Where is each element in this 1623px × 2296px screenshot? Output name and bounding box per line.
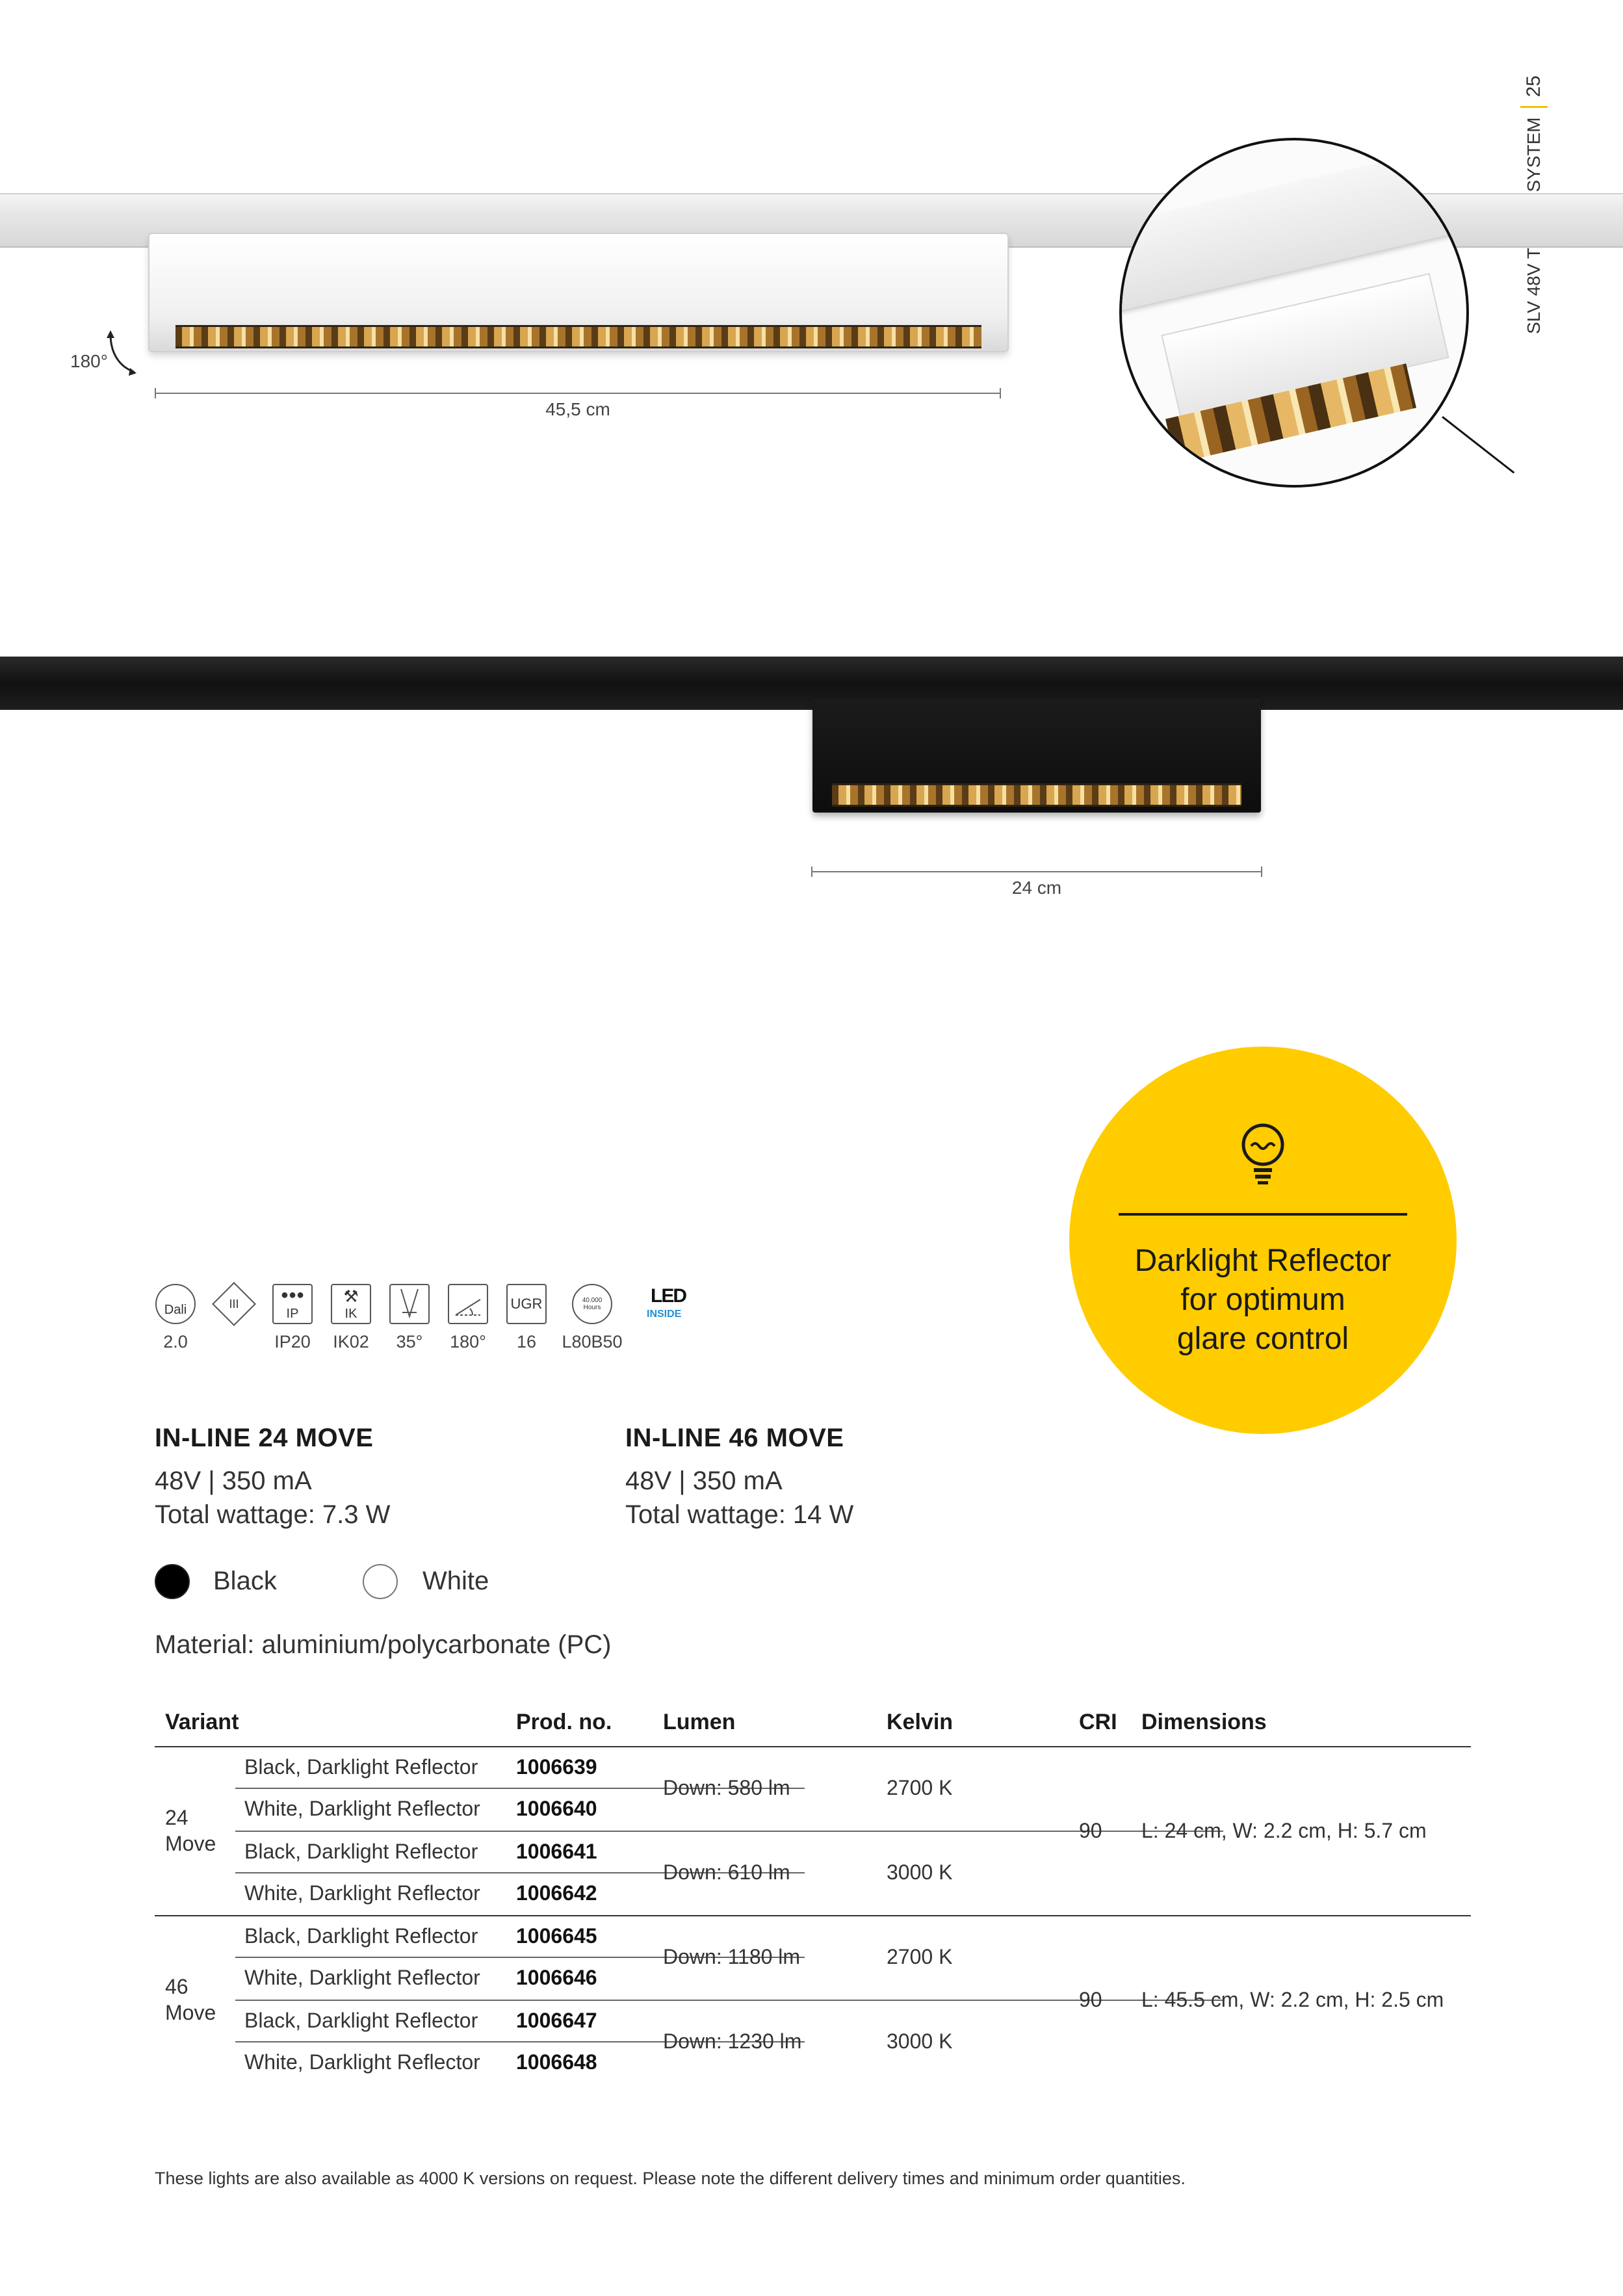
header-variant: Variant <box>165 1710 239 1734</box>
variant-24-move: Move <box>165 1832 216 1855</box>
kelvin-cell: 3000 K <box>887 2029 953 2053</box>
led-inside-icon: LED INSIDE <box>647 1285 686 1320</box>
black-swatch-label: Black <box>213 1567 277 1595</box>
lightbulb-icon <box>1237 1121 1289 1186</box>
dali-icon: Dali <box>155 1284 196 1324</box>
white-length-dimension <box>155 393 1001 394</box>
table-row-prodno: 1006646 <box>516 1966 597 1989</box>
beam-label: 35° <box>396 1332 423 1351</box>
table-row-prodno: 1006640 <box>516 1797 597 1820</box>
class-iii-icon: III <box>214 1284 254 1324</box>
beam-item <box>387 1284 432 1352</box>
table-row-desc: Black, Darklight Reflector <box>244 1924 478 1948</box>
ip-rating-icon: ●●● IP <box>272 1284 313 1324</box>
table-row-desc: Black, Darklight Reflector <box>244 1840 478 1863</box>
product-spec-46 <box>625 1464 853 1532</box>
product-24-wattage: Total wattage: 7.3 W <box>155 1500 391 1529</box>
feature-rule <box>1119 1213 1407 1216</box>
table-row-desc: White, Darklight Reflector <box>244 2050 480 2074</box>
white-swatch-label: White <box>422 1567 489 1595</box>
table-row-prodno: 1006645 <box>516 1924 597 1948</box>
product-46-electrical: 48V | 350 mA <box>625 1467 783 1495</box>
material-text: Material: aluminium/polycarbonate (PC) <box>155 1630 612 1659</box>
table-row-desc: White, Darklight Reflector <box>244 1797 480 1820</box>
black-swatch <box>155 1564 190 1599</box>
product-46-wattage: Total wattage: 14 W <box>625 1500 854 1529</box>
group-divider <box>155 1915 1471 1916</box>
ugr-item <box>504 1284 549 1352</box>
feature-text <box>1095 1242 1431 1359</box>
tilt-label: 180° <box>450 1332 486 1351</box>
lifetime-label: L80B50 <box>562 1332 623 1351</box>
black-length-label: 24 cm <box>1011 878 1062 898</box>
ugr-label: 16 <box>516 1332 537 1351</box>
dimensions-cell: L: 24 cm, W: 2.2 cm, H: 5.7 cm <box>1141 1819 1427 1842</box>
certification-icons <box>153 1284 694 1352</box>
ip-item <box>270 1284 315 1352</box>
dali-item <box>153 1284 198 1352</box>
rotation-arrow-icon <box>105 330 138 377</box>
variant-46 <box>165 1974 216 2026</box>
beam-angle-icon <box>389 1284 430 1324</box>
lumen-cell: Down: 1180 lm <box>663 1945 801 1968</box>
black-track-rail <box>0 657 1623 710</box>
detail-magnifier <box>1119 138 1469 488</box>
header-prod-no: Prod. no. <box>516 1710 612 1734</box>
table-row-desc: White, Darklight Reflector <box>244 1881 480 1905</box>
header-rule <box>155 1746 1471 1747</box>
cri-cell: 90 <box>1079 1819 1102 1842</box>
lumen-cell: Down: 580 lm <box>663 1776 790 1799</box>
dimensions-cell: L: 45.5 cm, W: 2.2 cm, H: 2.5 cm <box>1141 1988 1444 2011</box>
black-luminaire-reflector <box>832 783 1241 807</box>
dali-label: 2.0 <box>163 1332 188 1351</box>
lumen-cell: Down: 1230 lm <box>663 2029 802 2053</box>
white-luminaire <box>148 233 1009 352</box>
product-24-electrical: 48V | 350 mA <box>155 1467 312 1495</box>
kelvin-cell: 2700 K <box>887 1776 953 1799</box>
rotation-label: 180° <box>70 351 108 371</box>
ugr-icon: UGR <box>506 1284 547 1324</box>
ik-rating-icon: ⚒ IK <box>331 1284 371 1324</box>
feature-line-1: Darklight Reflector <box>1134 1244 1392 1278</box>
page-number: 25 <box>1523 75 1544 98</box>
row-divider <box>235 1831 1223 1832</box>
table-row-prodno: 1006648 <box>516 2050 597 2074</box>
product-title-46: IN-LINE 46 MOVE <box>625 1424 844 1452</box>
magnifier-pointer-line <box>1442 416 1514 474</box>
white-length-label: 45,5 cm <box>545 399 610 419</box>
variant-24 <box>165 1805 216 1857</box>
lumen-cell: Down: 610 lm <box>663 1860 790 1884</box>
black-luminaire <box>812 699 1261 813</box>
table-row-prodno: 1006641 <box>516 1840 597 1863</box>
header-separator <box>1520 106 1548 108</box>
table-row-prodno: 1006639 <box>516 1755 597 1779</box>
header-kelvin: Kelvin <box>887 1710 954 1734</box>
ip-label: IP20 <box>274 1332 311 1351</box>
white-swatch <box>363 1564 398 1599</box>
led-inside-item <box>642 1284 694 1320</box>
cri-cell: 90 <box>1079 1988 1102 2011</box>
variant-46-move: Move <box>165 2001 216 2024</box>
table-row-desc: Black, Darklight Reflector <box>244 2009 478 2032</box>
feature-line-3: glare control <box>1176 1322 1349 1356</box>
footnote: These lights are also available as 4000 K versions on request. Please note the different delivery times and minimum order quantities. <box>155 2169 1186 2188</box>
table-row-prodno: 1006642 <box>516 1881 597 1905</box>
row-divider <box>235 2000 1223 2001</box>
variant-24-number: 24 <box>165 1806 188 1829</box>
product-title-24: IN-LINE 24 MOVE <box>155 1424 374 1452</box>
header-lumen: Lumen <box>663 1710 736 1734</box>
class-iii-item <box>212 1284 256 1332</box>
feature-badge <box>1069 1047 1457 1434</box>
table-row-desc: White, Darklight Reflector <box>244 1966 480 1989</box>
ik-label: IK02 <box>333 1332 369 1351</box>
ik-item <box>329 1284 373 1352</box>
lifetime-item <box>563 1284 621 1352</box>
header-cri: CRI <box>1079 1710 1117 1734</box>
table-row-desc: Black, Darklight Reflector <box>244 1755 478 1779</box>
table-row-prodno: 1006647 <box>516 2009 597 2032</box>
kelvin-cell: 3000 K <box>887 1860 953 1884</box>
lifetime-icon: 40.000 Hours <box>572 1284 612 1324</box>
header-dimensions: Dimensions <box>1141 1710 1267 1734</box>
kelvin-cell: 2700 K <box>887 1945 953 1968</box>
tilt-item <box>446 1284 490 1352</box>
white-luminaire-reflector <box>175 325 981 348</box>
feature-line-2: for optimum <box>1180 1283 1345 1317</box>
product-spec-24 <box>155 1464 390 1532</box>
tilt-angle-icon <box>448 1284 488 1324</box>
variant-46-number: 46 <box>165 1975 188 1998</box>
black-length-dimension <box>811 871 1262 872</box>
